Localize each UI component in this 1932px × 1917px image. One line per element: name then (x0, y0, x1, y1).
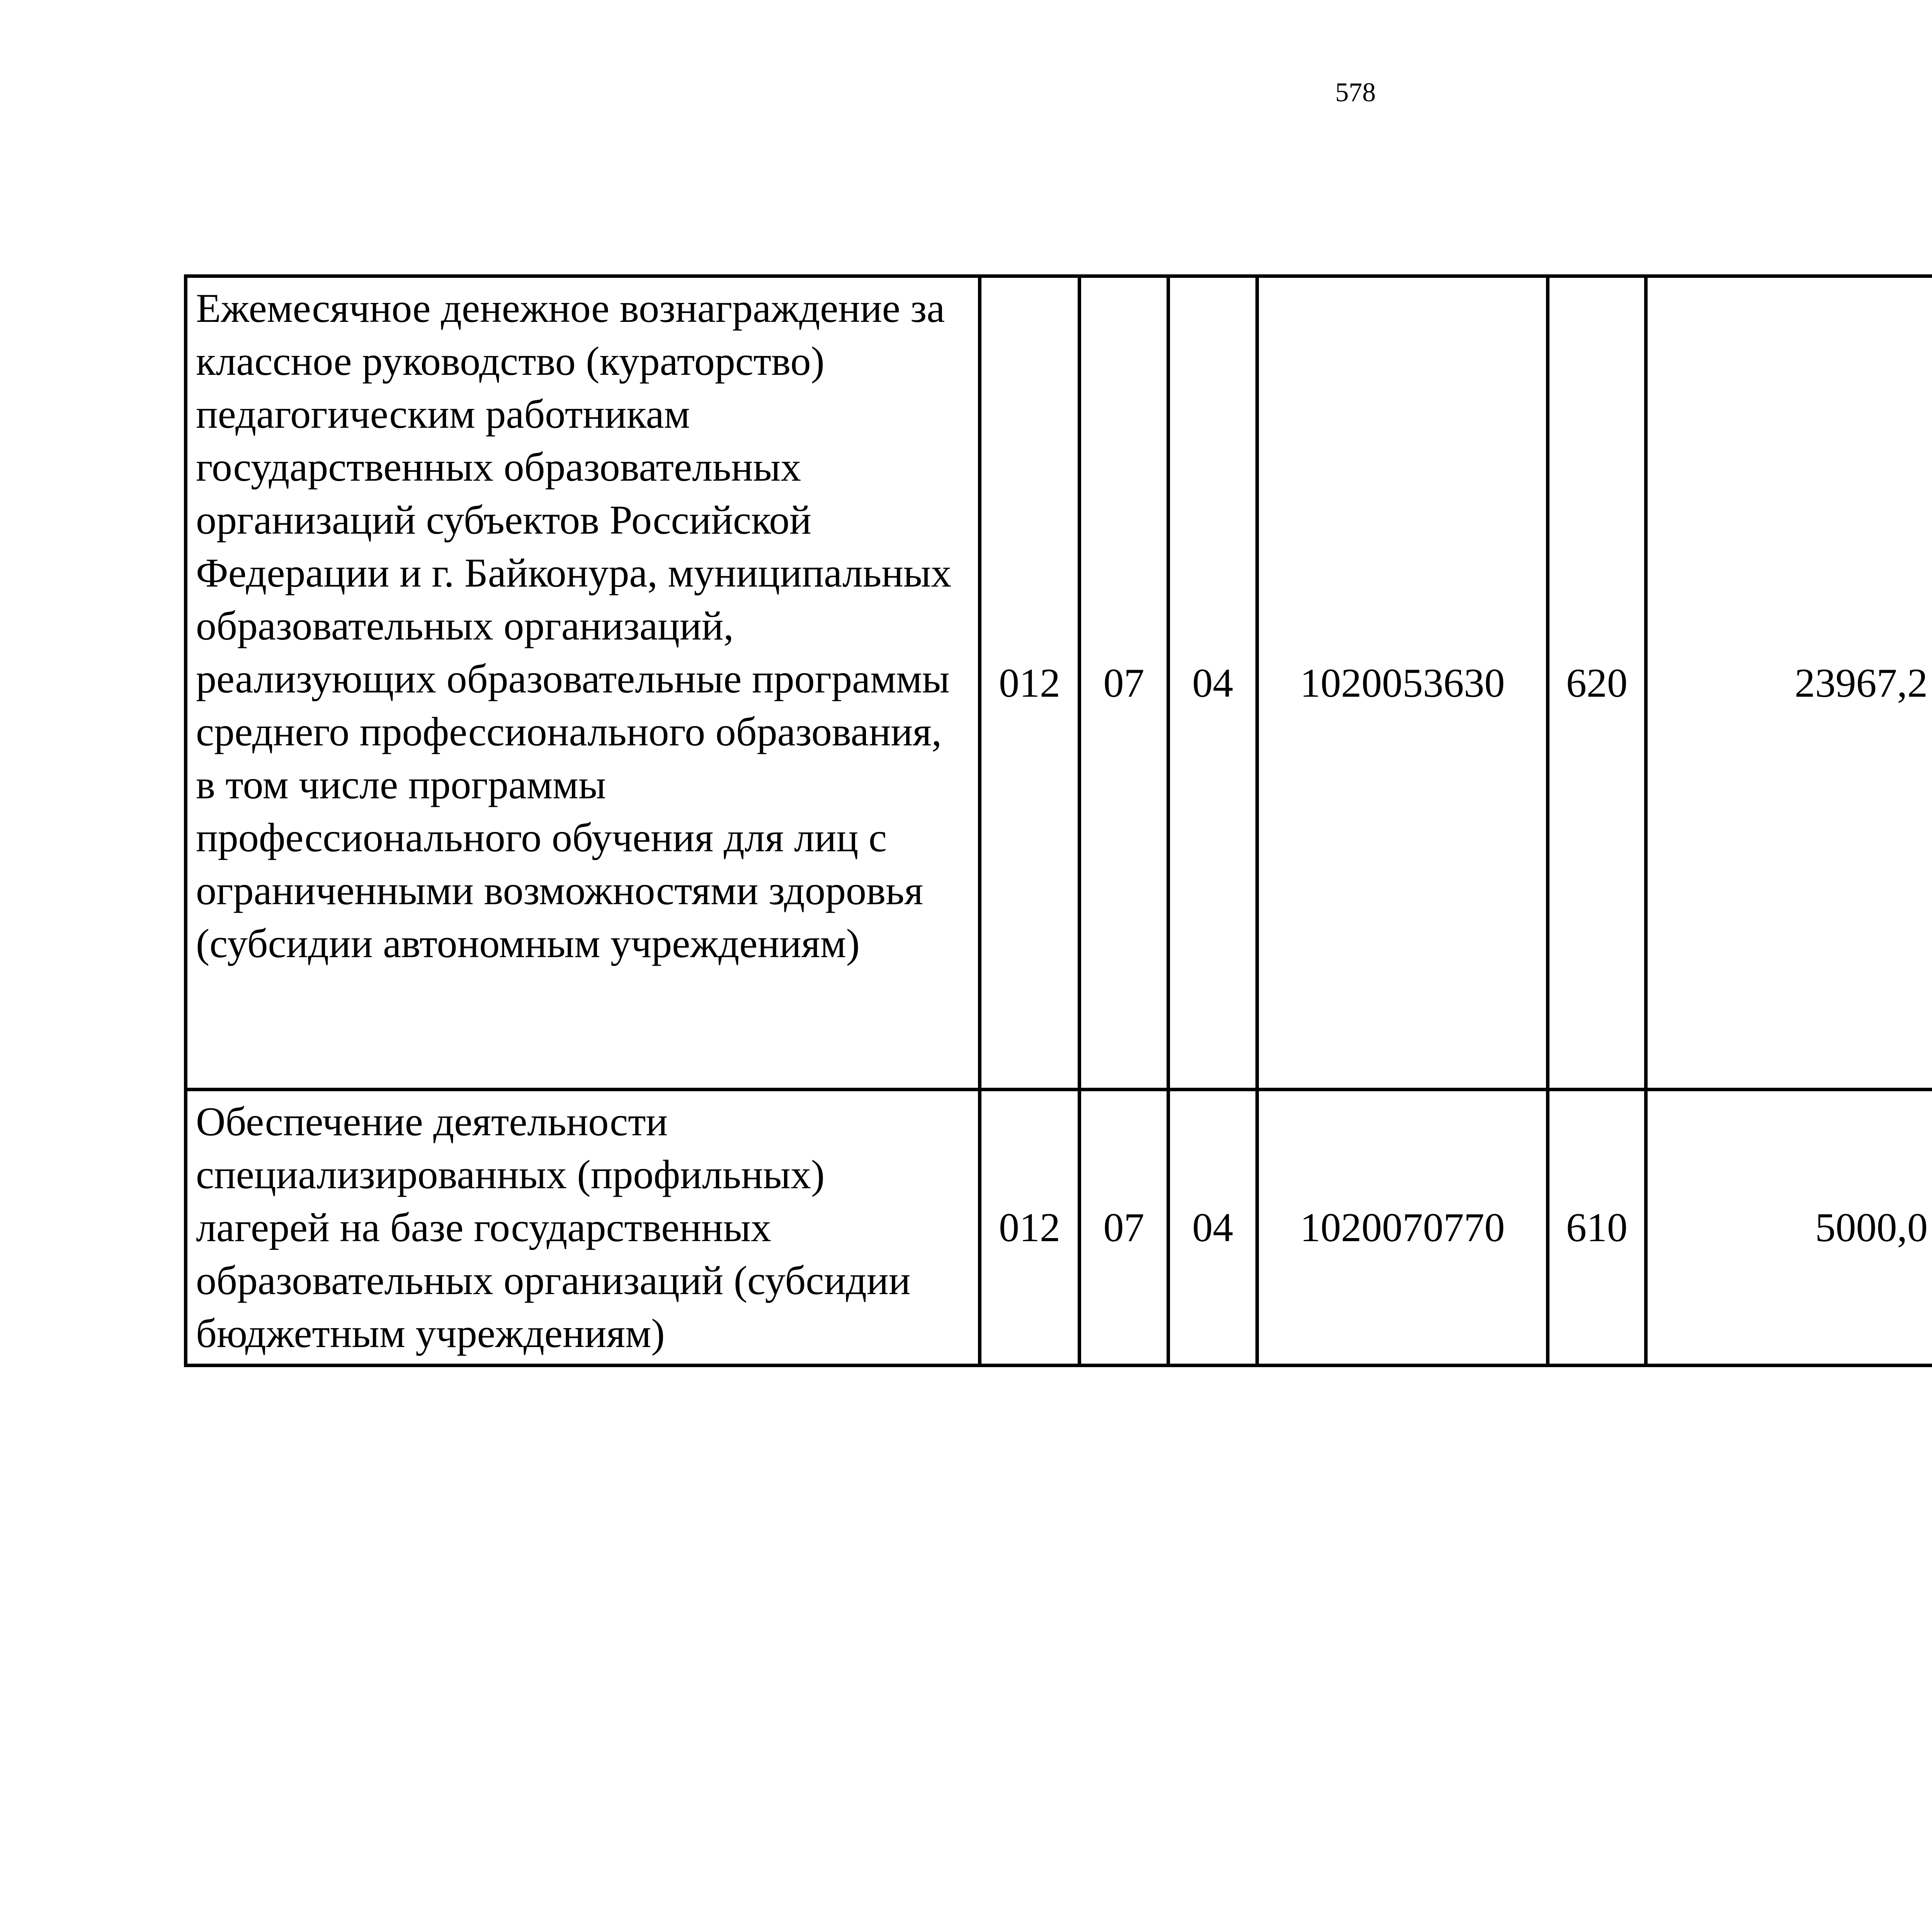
ministry-code-cell: 012 (980, 276, 1080, 1090)
description-line: образовательных организаций, (196, 603, 734, 648)
description-cell (186, 1090, 980, 1366)
description-line: Ежемесячное денежное вознаграждение за (196, 286, 945, 331)
expense-type-cell: 610 (1548, 1090, 1646, 1366)
description-line: педагогическим работникам (196, 391, 690, 437)
amount-year-1-cell: 23967,2 (1646, 276, 1932, 1090)
subsection-code-cell: 04 (1168, 1090, 1257, 1366)
description-line: в том числе программы (196, 762, 606, 807)
budget-table (184, 274, 1932, 1367)
table-row (186, 276, 1932, 1090)
section-code-cell: 07 (1080, 1090, 1168, 1366)
amount-year-1-cell: 5000,0 (1646, 1090, 1932, 1366)
table-row (186, 1090, 1932, 1366)
description-line: среднего профессионального образования, (196, 709, 942, 754)
description-line: образовательных организаций (субсидии (196, 1258, 911, 1303)
description-line: государственных образовательных (196, 444, 801, 490)
description-line: бюджетным учреждениям) (196, 1311, 665, 1356)
ministry-code-cell: 012 (980, 1090, 1080, 1366)
description-line: Федерации и г. Байконура, муниципальных (196, 550, 952, 595)
description-line: специализированных (профильных) (196, 1152, 825, 1197)
description-line: лагерей на базе государственных (196, 1205, 771, 1250)
description-cell (186, 276, 980, 1090)
description-line: Обеспечение деятельности (196, 1099, 668, 1144)
subsection-code-cell: 04 (1168, 276, 1257, 1090)
target-article-cell: 1020070770 (1257, 1090, 1548, 1366)
expense-type-cell: 620 (1548, 276, 1646, 1090)
description-line: профессионального обучения для лиц с (196, 815, 887, 860)
description-line: ограниченными возможностями здоровья (196, 868, 923, 913)
target-article-cell: 1020053630 (1257, 276, 1548, 1090)
page-number: 578 (1335, 78, 1376, 107)
description-line: организаций субъектов Российской (196, 497, 811, 543)
description-line: (субсидии автономным учреждениям) (196, 921, 860, 966)
section-code-cell: 07 (1080, 276, 1168, 1090)
description-line: классное руководство (кураторство) (196, 338, 825, 384)
description-line: реализующих образовательные программы (196, 656, 950, 701)
